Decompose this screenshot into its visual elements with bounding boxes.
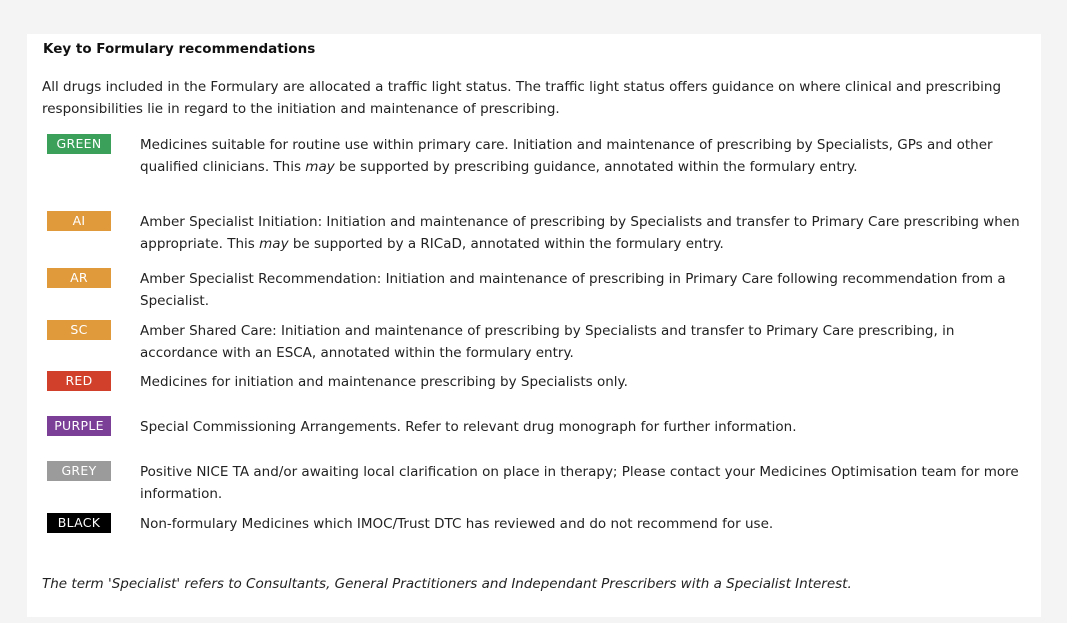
status-badge-ar: AR <box>47 268 111 288</box>
legend-description-ai: Amber Specialist Initiation: Initiation and maintenance of prescribing by Specialists and transfer to Primary Care prescribing when appropriate. This may be supported by a RICaD, annotated within the formulary entry. <box>140 214 1020 252</box>
status-badge-sc: SC <box>47 320 111 340</box>
intro-paragraph: All drugs included in the Formulary are allocated a traffic light status. The traffic light status offers guidance on where clinical and prescribing responsibilities lie in regard to the initiation and maintenance of prescribing. <box>42 79 1002 117</box>
formulary-key-panel <box>27 34 1041 617</box>
legend-description-grey: Positive NICE TA and/or awaiting local clarification on place in therapy; Please contact your Medicines Optimisation team for more information. <box>140 464 1019 502</box>
status-badge-purple: PURPLE <box>47 416 111 436</box>
legend-description-sc: Amber Shared Care: Initiation and maintenance of prescribing by Specialists and transfer to Primary Care prescribing, in accordance with an ESCA, annotated within the formulary entry. <box>140 323 955 361</box>
status-badge-grey: GREY <box>47 461 111 481</box>
legend-description-red: Medicines for initiation and maintenance prescribing by Specialists only. <box>140 374 628 390</box>
specialist-footnote: The term 'Specialist' refers to Consultants, General Practitioners and Independant Prescribers with a Specialist Interest. <box>42 576 852 592</box>
legend-description-ar: Amber Specialist Recommendation: Initiation and maintenance of prescribing in Primary Care following recommendation from a Specialist. <box>140 271 1006 309</box>
legend-description-purple: Special Commissioning Arrangements. Refer to relevant drug monograph for further information. <box>140 419 797 435</box>
page-title: Key to Formulary recommendations <box>43 41 316 57</box>
legend-description-black: Non-formulary Medicines which IMOC/Trust DTC has reviewed and do not recommend for use. <box>140 516 774 532</box>
legend-description-green: Medicines suitable for routine use within primary care. Initiation and maintenance of prescribing by Specialists, GPs and other qualified clinicians. This may be supported by prescribing guidance, annotated within the formulary entry. <box>140 137 993 175</box>
status-badge-green: GREEN <box>47 134 111 154</box>
status-badge-ai: AI <box>47 211 111 231</box>
status-badge-red: RED <box>47 371 111 391</box>
status-badge-black: BLACK <box>47 513 111 533</box>
